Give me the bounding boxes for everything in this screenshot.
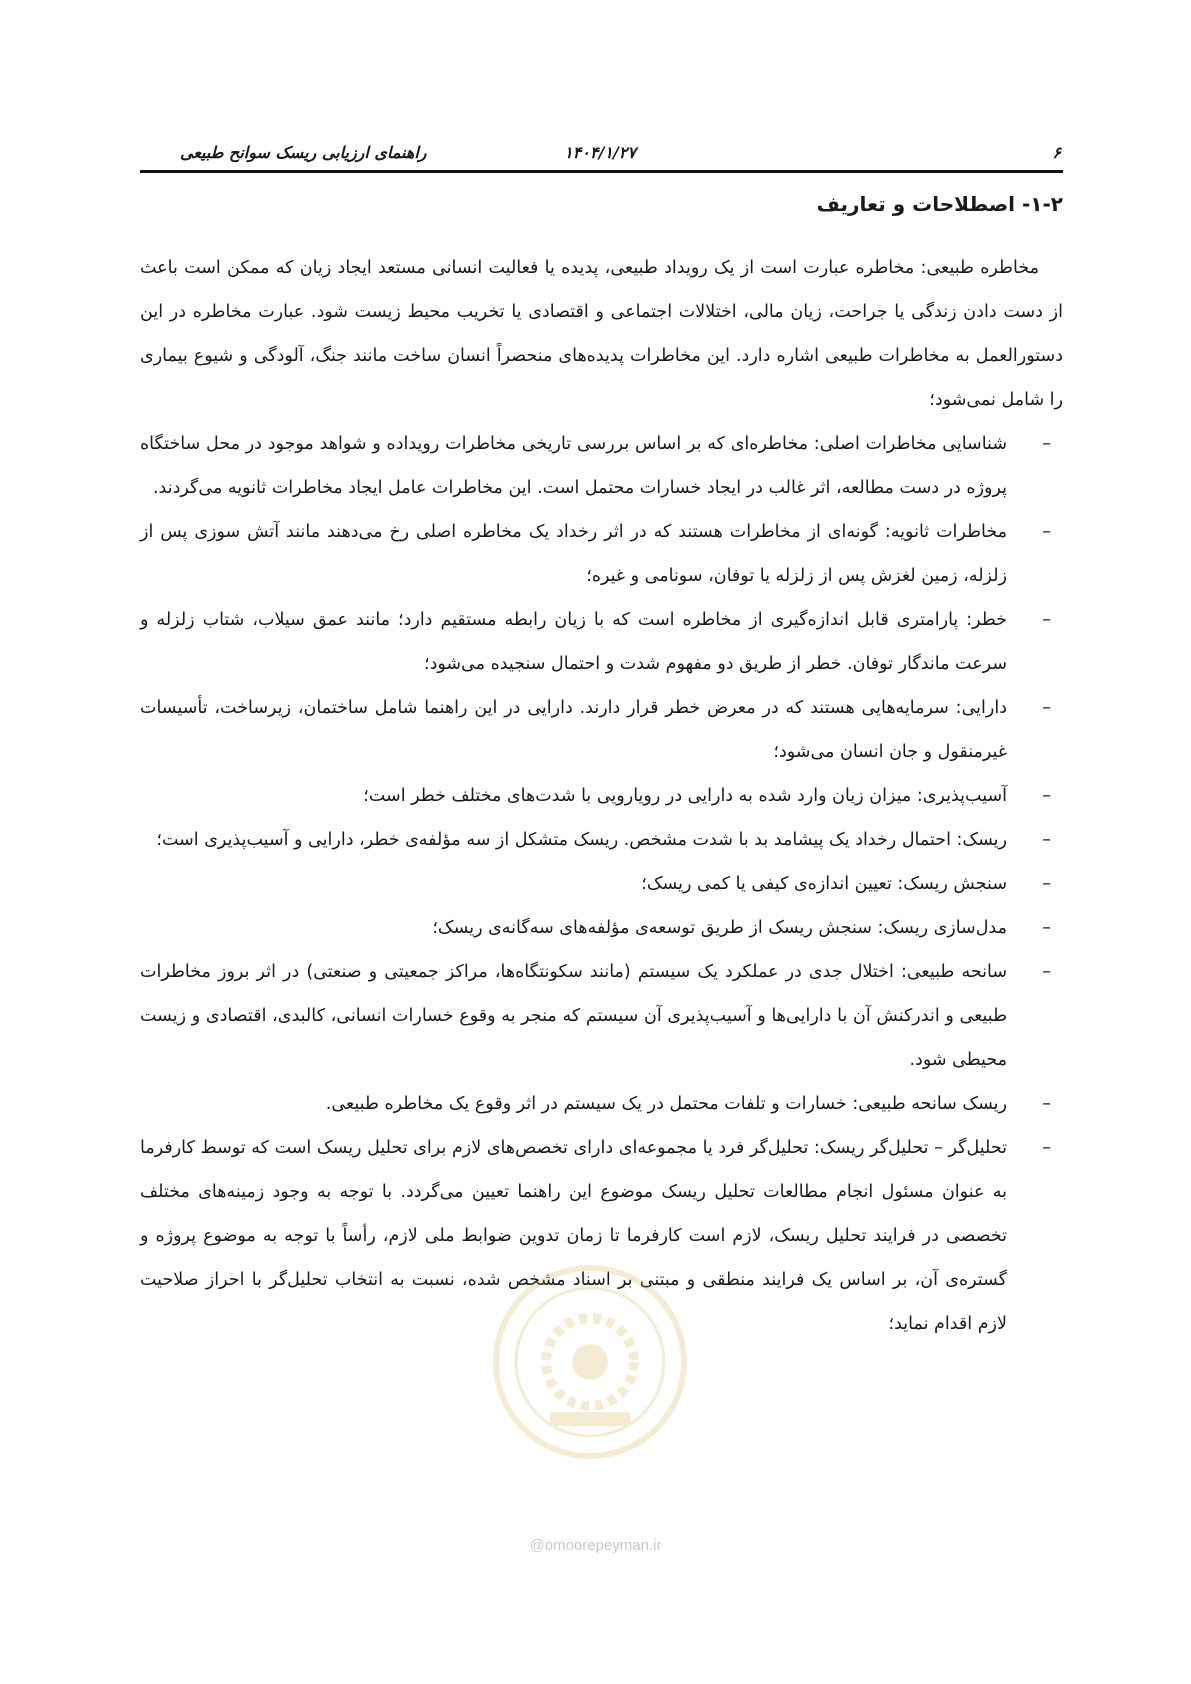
intro-paragraph: مخاطره طبیعی: مخاطره عبارت است از یک رویداد طبیعی، پدیده یا فعالیت انسانی مستعد ایجاد زیان که ممکن است باعث از دست دادن زندگی یا جراحت، زیان مالی، اختلالات اجتماعی و اقتصادی یا تخریب محیط زیست شود. عبارت مخاطره در این دستورالعمل به مخاطرات طبیعی اشاره دارد. این مخاطرات پدیده‌های منحصراً انسان ساخت مانند جنگ، آلودگی و شیوع بیماری را شامل نمی‌شود؛ — [140, 258, 1063, 410]
definition-text: خطر: پارامتری قابل اندازه‌گیری از مخاطره است که با زیان رابطه مستقیم دارد؛ مانند عمق سیلاب، شتاب زلزله و سرعت ماندگار توفان. خطر از طریق دو مفهوم شدت و احتمال سنجیده می‌شود؛ — [140, 610, 1007, 674]
list-bullet: – — [1042, 434, 1051, 454]
list-bullet: – — [1042, 830, 1051, 850]
document-title: راهنمای ارزیابی ریسک سوانح طبیعی — [180, 143, 427, 162]
list-bullet: – — [1042, 610, 1051, 630]
list-bullet: – — [1042, 1138, 1051, 1158]
list-bullet: – — [1042, 1094, 1051, 1114]
definition-item — [140, 906, 1063, 950]
watermark-text: @omoorepeyman.ir — [529, 1537, 662, 1554]
page-number: ۶ — [1052, 143, 1061, 162]
definition-item — [140, 510, 1063, 598]
section-body — [140, 246, 1063, 1346]
list-bullet: – — [1042, 786, 1051, 806]
section-heading: ۱-۲- اصطلاحات و تعاریف — [816, 192, 1063, 216]
definition-item — [140, 818, 1063, 862]
list-bullet: – — [1042, 918, 1051, 938]
definition-text: دارایی: سرمایه‌هایی هستند که در معرض خطر قرار دارند. دارایی در این راهنما شامل ساختمان، زیرساخت، تأسیسات غیرمنقول و جان انسان می‌شود؛ — [140, 698, 1007, 762]
definition-item — [140, 950, 1063, 1082]
definition-text: آسیب‌پذیری: میزان زیان وارد شده به دارایی در رویارویی با شدت‌های مختلف خطر است؛ — [363, 786, 1007, 806]
definition-item — [140, 1082, 1063, 1126]
list-bullet: – — [1042, 522, 1051, 542]
definition-item — [140, 774, 1063, 818]
header-date: ۱۴۰۴/۱/۲۷ — [564, 143, 636, 162]
definition-text: شناسایی مخاطرات اصلی: مخاطره‌ای که بر اساس بررسی تاریخی مخاطرات رویداده و شواهد موجود در محل ساختگاه پروژه در دست مطالعه، اثر غالب در ایجاد خسارات محتمل است. این مخاطرات عامل ایجاد مخاطرات ثانویه می‌گردند. — [140, 434, 1007, 498]
definition-text: ریسک: احتمال رخداد یک پیشامد بد با شدت مشخص. ریسک متشکل از سه مؤلفه‌ی خطر، دارایی و آسیب‌پذیری است؛ — [156, 830, 1007, 850]
list-bullet: – — [1042, 698, 1051, 718]
definitions-list — [140, 422, 1063, 1346]
definition-item — [140, 1126, 1063, 1346]
definition-text: مدل‌سازی ریسک: سنجش ریسک از طریق توسعه‌ی مؤلفه‌های سه‌گانه‌ی ریسک؛ — [432, 918, 1007, 938]
definition-text: سانحه طبیعی: اختلال جدی در عملکرد یک سیستم (مانند سکونتگاه‌ها، مراکز جمعیتی و صنعتی) در اثر بروز مخاطرات طبیعی و اندرکنش آن با دارایی‌ها و آسیب‌پذیری آن سیستم که منجر به وقوع خسارات انسانی، کالبدی، اقتصادی و زیست محیطی شود. — [140, 962, 1007, 1070]
definition-item — [140, 686, 1063, 774]
definition-item — [140, 422, 1063, 510]
definition-text: مخاطرات ثانویه: گونه‌ای از مخاطرات هستند که در اثر رخداد یک مخاطره اصلی رخ می‌دهند مانند آتش سوزی پس از زلزله، زمین لغزش پس از زلزله یا توفان، سونامی و غیره؛ — [140, 522, 1007, 586]
list-bullet: – — [1042, 962, 1051, 982]
page-header — [140, 140, 1063, 173]
definition-text: سنجش ریسک: تعیین اندازه‌ی کیفی یا کمی ریسک؛ — [641, 874, 1007, 894]
definition-item — [140, 862, 1063, 906]
definition-text: ریسک سانحه طبیعی: خسارات و تلفات محتمل در یک سیستم در اثر وقوع یک مخاطره طبیعی. — [325, 1094, 1007, 1114]
list-bullet: – — [1042, 874, 1051, 894]
definition-text: تحلیل‌گر – تحلیل‌گر ریسک: تحلیل‌گر فرد یا مجموعه‌ای دارای تخصص‌های لازم برای تحلیل ریسک است که توسط کارفرما به عنوان مسئول انجام مطالعات تحلیل ریسک موضوع این راهنما تعیین می‌گردد. با توجه به وجود زمینه‌های مختلف تخصصی در فرایند تحلیل ریسک، لازم است کارفرما تا زمان تدوین ضوابط ملی لازم، رأساً با توجه به موضوع پروژه و گستره‌ی آن، بر اساس یک فرایند منطقی و مبتنی بر اسناد مشخص شده، نسبت به انتخاب تحلیل‌گر با احراز صلاحیت لازم اقدام نماید؛ — [140, 1138, 1007, 1334]
definition-item — [140, 598, 1063, 686]
